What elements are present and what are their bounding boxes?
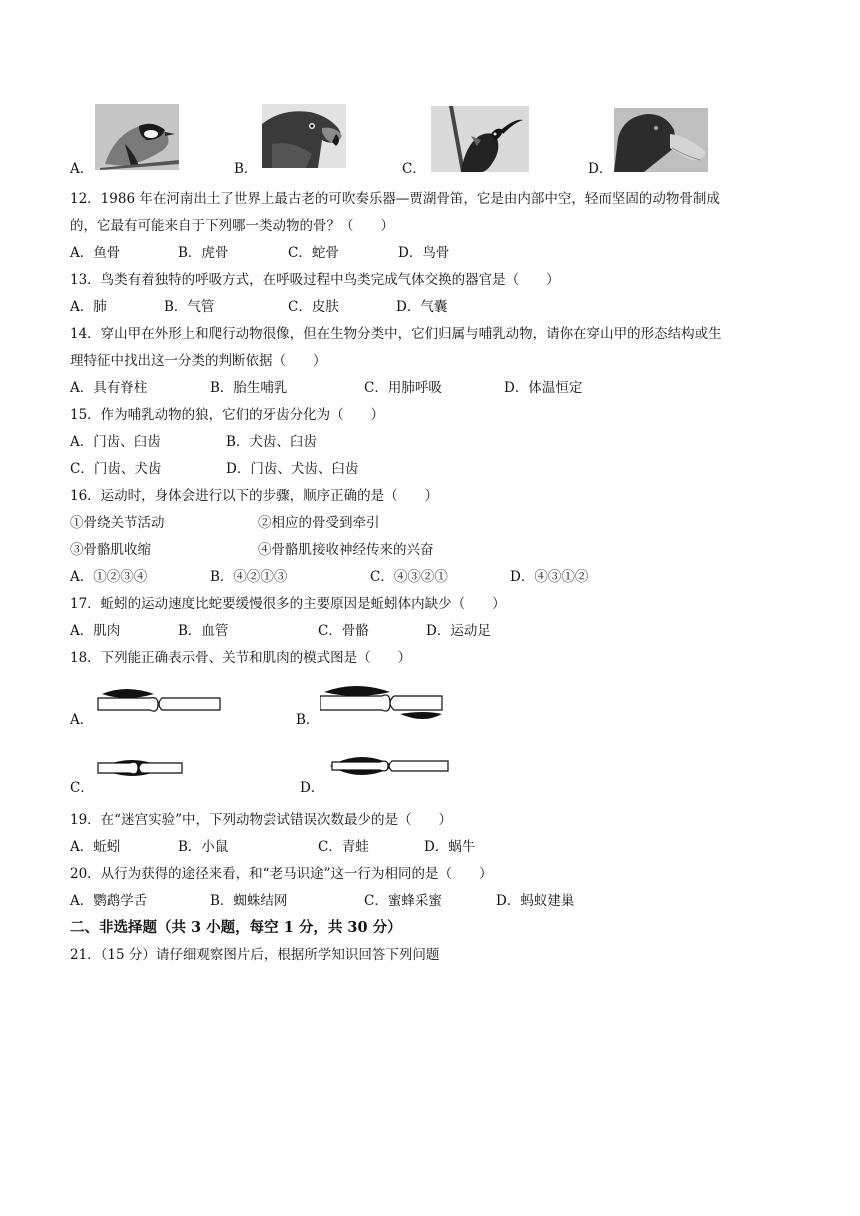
q11-option-b-label: B． <box>234 161 258 177</box>
q14-option-d[interactable]: D．体温恒定 <box>504 380 583 396</box>
q18-diagram-c <box>96 752 184 784</box>
q15-option-d[interactable]: D．门齿、犬齿、臼齿 <box>226 461 359 477</box>
q17-option-d[interactable]: D．运动足 <box>426 623 491 639</box>
q15-option-c[interactable]: C．门齿、犬齿 <box>70 461 162 477</box>
q13-stem: 13．鸟类有着独特的呼吸方式，在呼吸过程中鸟类完成气体交换的器官是（ ） <box>70 272 560 288</box>
q12-stem-line1: 12．1986 年在河南出土了世界上最古老的可吹奏乐器—贾湖骨笛，它是由内部中空，轻而坚固的动物骨制成 <box>70 191 720 207</box>
q16-step-1: ①骨绕关节活动 <box>70 515 165 531</box>
q13-option-b[interactable]: B．气管 <box>164 299 215 315</box>
q14-stem-line2: 理特征中找出这一分类的判断依据（ ） <box>70 353 327 369</box>
q14-option-a[interactable]: A．具有脊柱 <box>70 380 148 396</box>
q19-option-c[interactable]: C．青蛙 <box>318 839 369 855</box>
q15-option-b[interactable]: B．犬齿、臼齿 <box>226 434 317 450</box>
q16-step-2: ②相应的骨受到牵引 <box>258 515 380 531</box>
q19-option-d[interactable]: D．蜗牛 <box>424 839 476 855</box>
q18-diagram-b <box>320 682 444 724</box>
q17-option-c[interactable]: C．骨骼 <box>318 623 369 639</box>
q17-stem: 17．蚯蚓的运动速度比蛇要缓慢很多的主要原因是蚯蚓体内缺少（ ） <box>70 596 506 612</box>
q18-diagram-a <box>96 684 226 718</box>
q16-option-d[interactable]: D．④③①② <box>510 569 589 585</box>
q20-option-d[interactable]: D．蚂蚁建巢 <box>496 893 575 909</box>
q15-stem: 15．作为哺乳动物的狼，它们的牙齿分化为（ ） <box>70 407 385 423</box>
q16-step-4: ④骨骼肌接收神经传来的兴奋 <box>258 542 434 558</box>
q19-option-b[interactable]: B．小鼠 <box>178 839 229 855</box>
q20-option-b[interactable]: B．蜘蛛结网 <box>210 893 288 909</box>
q18-option-d-label[interactable]: D． <box>300 780 325 796</box>
q11-option-a-label: A． <box>70 161 94 177</box>
q12-option-c[interactable]: C．蛇骨 <box>288 245 339 261</box>
tit-bird-photo <box>95 104 179 170</box>
q18-diagram-d <box>326 750 450 784</box>
q13-option-a[interactable]: A．肺 <box>70 299 107 315</box>
q19-option-a[interactable]: A．蚯蚓 <box>70 839 121 855</box>
q21-stem: 21．（15 分）请仔细观察图片后，根据所学知识回答下列问题 <box>70 947 440 963</box>
q17-option-b[interactable]: B．血管 <box>178 623 229 639</box>
q18-option-a-label[interactable]: A． <box>70 712 94 728</box>
q14-option-c[interactable]: C．用肺呼吸 <box>364 380 442 396</box>
q13-option-d[interactable]: D．气囊 <box>396 299 448 315</box>
q18-option-b-label[interactable]: B． <box>296 712 320 728</box>
q12-stem-line2: 的，它最有可能来自于下列哪一类动物的骨？（ ） <box>70 218 394 234</box>
q12-option-b[interactable]: B．虎骨 <box>178 245 229 261</box>
q12-option-a[interactable]: A．鱼骨 <box>70 245 121 261</box>
q18-option-c-label[interactable]: C． <box>70 780 94 796</box>
section2-heading: 二、非选择题（共 3 小题，每空 1 分，共 30 分） <box>70 919 402 936</box>
q19-stem: 19．在“迷宫实验”中，下列动物尝试错误次数最少的是（ ） <box>70 812 452 828</box>
q11-option-c-label: C． <box>402 161 426 177</box>
q14-option-b[interactable]: B．胎生哺乳 <box>210 380 288 396</box>
q20-stem: 20．从行为获得的途径来看，和“老马识途”这一行为相同的是（ ） <box>70 866 493 882</box>
q20-option-a[interactable]: A．鹦鹉学舌 <box>70 893 148 909</box>
q11-option-d-label: D． <box>588 161 613 177</box>
q14-stem-line1: 14．穿山甲在外形上和爬行动物很像，但在生物分类中，它们归属与哺乳动物，请你在穿山甲的形态结构或生 <box>70 326 722 342</box>
q17-option-a[interactable]: A．肌肉 <box>70 623 121 639</box>
q16-option-c[interactable]: C．④③②① <box>370 569 448 585</box>
q12-option-d[interactable]: D．鸟骨 <box>398 245 450 261</box>
eagle-head-photo <box>262 104 346 168</box>
q15-option-a[interactable]: A．门齿、臼齿 <box>70 434 161 450</box>
hummingbird-photo <box>431 106 529 172</box>
duck-head-photo <box>614 108 708 172</box>
q16-option-b[interactable]: B．④②①③ <box>210 569 288 585</box>
q18-stem: 18．下列能正确表示骨、关节和肌肉的模式图是（ ） <box>70 650 412 666</box>
q16-step-3: ③骨骼肌收缩 <box>70 542 151 558</box>
q13-option-c[interactable]: C．皮肤 <box>288 299 339 315</box>
q16-stem: 16．运动时，身体会进行以下的步骤，顺序正确的是（ ） <box>70 488 439 504</box>
q20-option-c[interactable]: C．蜜蜂采蜜 <box>364 893 442 909</box>
q16-option-a[interactable]: A．①②③④ <box>70 569 148 585</box>
